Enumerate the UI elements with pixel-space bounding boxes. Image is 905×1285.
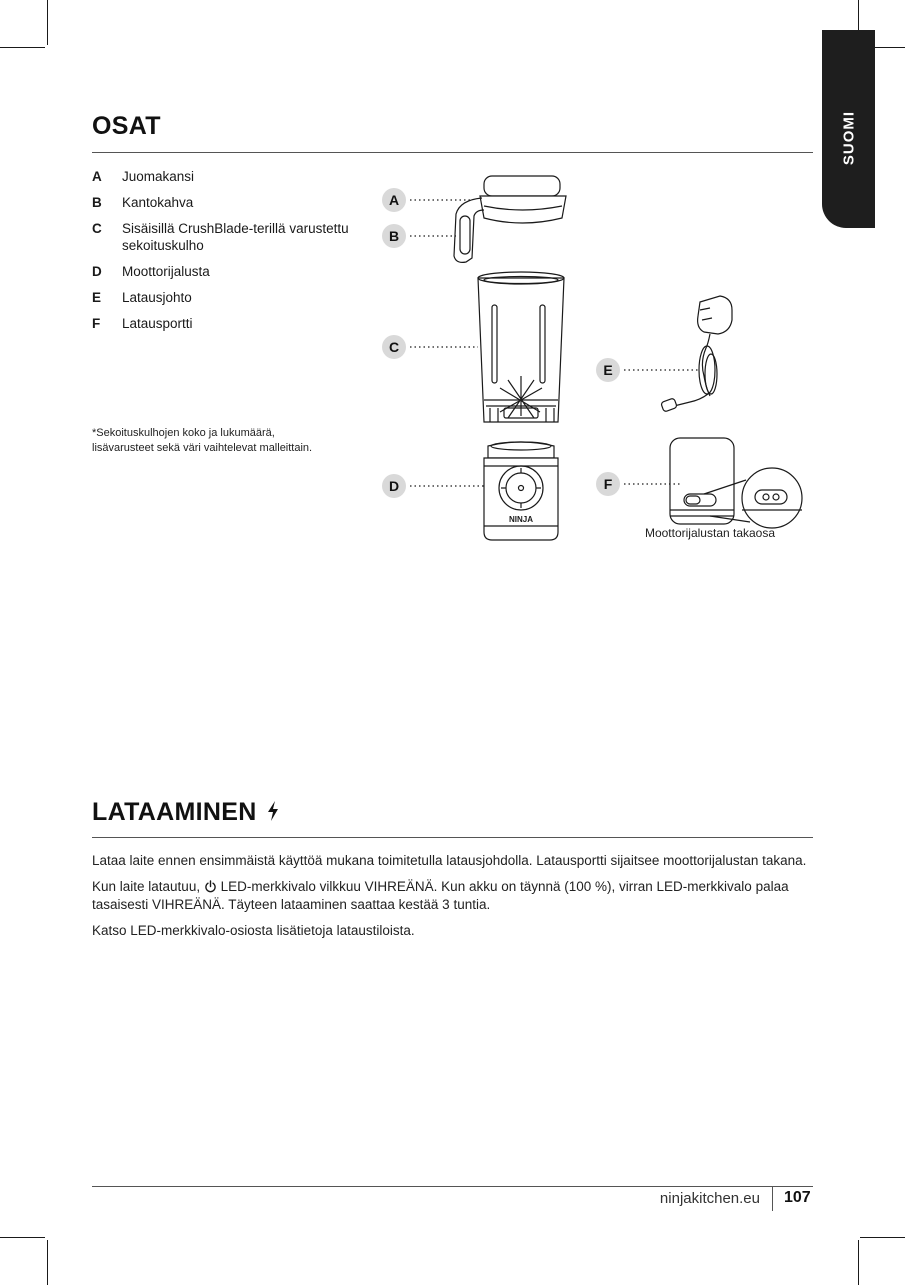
paragraph-text: Kun laite latautuu, xyxy=(92,879,201,894)
list-item xyxy=(92,315,352,332)
base-logo: NINJA xyxy=(508,515,534,524)
charging-title-text: LATAAMINEN xyxy=(92,798,257,826)
footer-url: ninjakitchen.eu xyxy=(659,1190,760,1207)
part-name: Kantokahva xyxy=(122,195,194,210)
paragraph: Lataa laite ennen ensimmäistä käyttöä mukana toimitetulla latausjohdolla. Latausportti sijaitsee moottorijalustan takana. xyxy=(92,853,807,868)
part-letter: A xyxy=(92,169,102,184)
part-letter: B xyxy=(92,195,102,210)
charging-cable-illustration xyxy=(661,296,732,412)
charging-instructions xyxy=(92,852,812,948)
crop-mark xyxy=(47,1240,48,1285)
svg-text:F: F xyxy=(603,476,613,492)
callout-e xyxy=(596,358,698,382)
list-item xyxy=(92,194,352,211)
list-item xyxy=(92,289,352,306)
crop-mark xyxy=(860,1237,905,1238)
svg-text:A: A xyxy=(388,192,400,208)
svg-text:B: B xyxy=(388,228,400,244)
base-back-illustration xyxy=(670,438,802,528)
crop-mark xyxy=(858,1240,859,1285)
part-name: Juomakansi xyxy=(122,169,195,184)
svg-text:E: E xyxy=(603,362,613,378)
crop-mark xyxy=(47,0,48,45)
parts-footnote: *Sekoituskulhojen koko ja lukumäärä, lisävarusteet sekä väri vaihtelevat malleittain. xyxy=(92,427,313,454)
part-letter: F xyxy=(92,316,101,331)
power-icon xyxy=(204,880,217,893)
paragraph: Katso LED-merkkivalo-osiosta lisätietoja lataustiloista. xyxy=(92,923,415,938)
part-name: Latausjohto xyxy=(122,290,192,305)
parts-title: OSAT xyxy=(92,112,161,140)
svg-text:C: C xyxy=(388,339,400,355)
list-item xyxy=(92,220,352,254)
paragraph-text: LED-merkkivalo vilkkuu VIHREÄNÄ. Kun akku on täynnä (100 %), virran LED-merkkivalo palaa tasaisesti VIHREÄNÄ. Täyteen lataaminen saattaa kestää 3 tuntia. xyxy=(92,879,789,912)
callout-a xyxy=(382,188,470,212)
callout-f xyxy=(596,472,682,496)
crop-mark xyxy=(0,1237,45,1238)
language-tab-label: SUOMI xyxy=(840,110,857,166)
motor-base-illustration xyxy=(484,442,558,540)
paragraph xyxy=(92,878,812,914)
callout-c xyxy=(382,335,478,359)
callout-b xyxy=(382,224,456,248)
charging-title xyxy=(92,798,280,827)
part-name: Moottorijalusta xyxy=(122,264,210,279)
part-letter: E xyxy=(92,290,102,305)
lightning-icon xyxy=(266,800,280,822)
callout-d xyxy=(382,474,484,498)
lid-illustration xyxy=(454,176,566,262)
list-item xyxy=(92,263,352,280)
blender-cup-illustration xyxy=(478,272,564,422)
diagram-caption: Moottorijalustan takaosa xyxy=(644,526,776,540)
part-name: Sisäisillä CrushBlade-terillä varustettu sekoituskulho xyxy=(122,221,349,253)
part-letter: C xyxy=(92,221,102,236)
section-divider xyxy=(92,837,813,838)
part-letter: D xyxy=(92,264,102,279)
part-name: Latausportti xyxy=(122,316,193,331)
list-item xyxy=(92,168,352,185)
footer-separator xyxy=(772,1186,773,1211)
section-divider xyxy=(92,152,813,153)
language-tab xyxy=(822,30,875,228)
crop-mark xyxy=(0,47,45,48)
parts-list xyxy=(92,168,352,341)
svg-text:D: D xyxy=(388,478,400,494)
parts-diagram xyxy=(370,170,820,570)
page-number: 107 xyxy=(784,1189,811,1206)
footer-divider xyxy=(92,1186,813,1187)
